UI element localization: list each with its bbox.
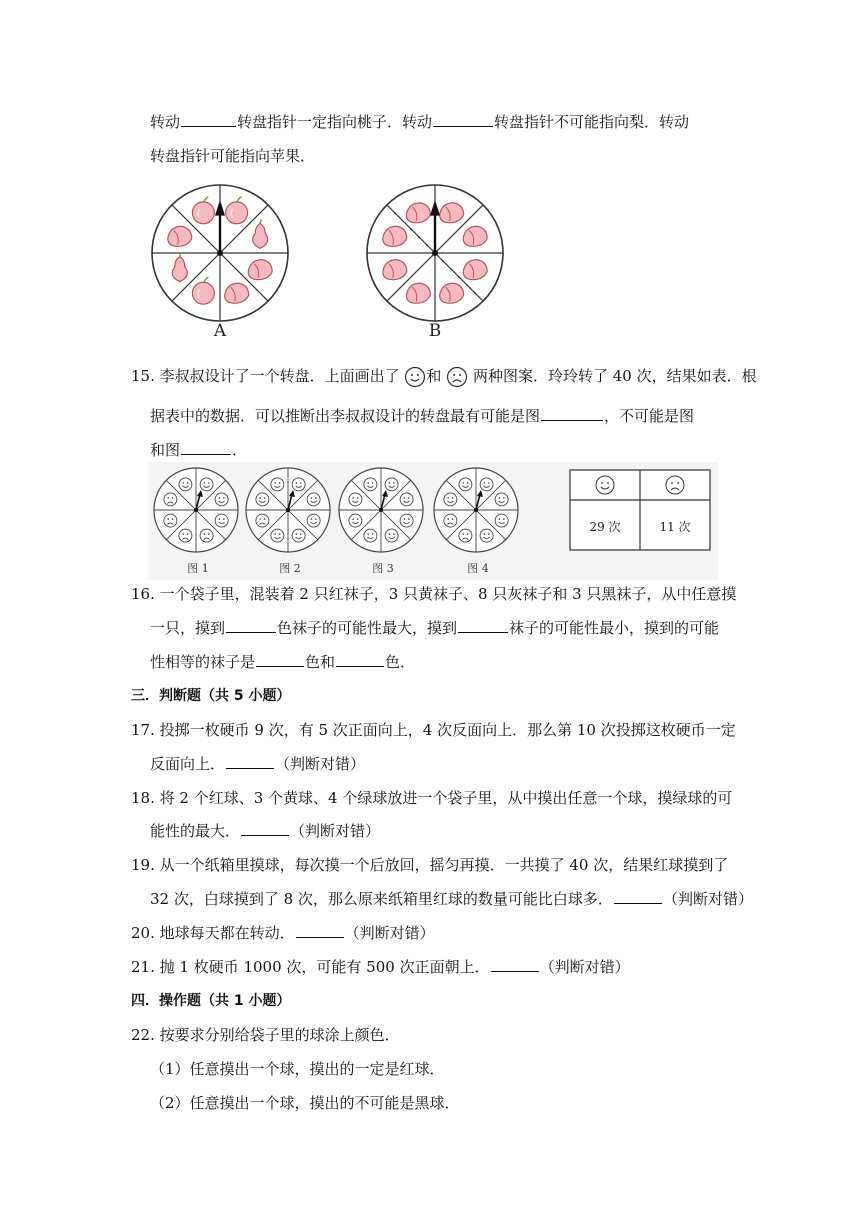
q14-line1	[150, 112, 689, 132]
q15-text-line3b: ．	[232, 441, 248, 459]
fig-label-2: 图 2	[279, 562, 301, 575]
q14-text-c: 转盘指针不可能指向梨．转动	[494, 113, 690, 131]
q15-text-b: 和	[426, 367, 442, 385]
smile-face-icon	[307, 493, 320, 506]
q18-text-line2a: 能性的最大．	[150, 822, 241, 840]
smile-face-icon	[400, 514, 413, 527]
q16-text-line3c: 色．	[385, 653, 416, 671]
q17-text-line2b: （判断对错）	[275, 755, 366, 773]
sad-face-icon	[444, 514, 457, 527]
q15-line1	[131, 366, 757, 388]
smile-face-icon	[364, 529, 377, 542]
result-table	[570, 470, 710, 550]
q21-text-b: （判断对错）	[539, 958, 630, 976]
q19-text-line1: 19. 从一个纸箱里摸球，每次摸一个后放回，摇匀再摸．一共摸了 40 次，结果红球摸到了	[131, 856, 729, 874]
spinner-figures-ab	[150, 178, 550, 348]
q16-text-line3b: 色和	[305, 653, 336, 671]
smile-face-icon	[385, 529, 398, 542]
answer-blank[interactable]	[336, 652, 384, 667]
smile-face-icon	[495, 514, 508, 527]
face-spinners-figure	[148, 462, 718, 580]
q14-line2	[150, 146, 315, 166]
q15-line3	[150, 440, 247, 460]
sad-face-icon	[446, 366, 468, 388]
section-4-heading: 四．操作题（共 1 小题）	[131, 993, 291, 1009]
answer-blank[interactable]	[241, 821, 289, 836]
spinner-a-label: A	[213, 321, 227, 341]
smile-face-icon	[271, 529, 284, 542]
q19-text-line2b: （判断对错）	[662, 890, 753, 908]
sad-face-icon	[200, 529, 213, 542]
q18-line1	[131, 788, 732, 808]
smile-face-icon	[480, 529, 493, 542]
face-spinner-3	[339, 468, 423, 552]
q16-line3	[150, 652, 415, 672]
q15-text-line2a: 据表中的数据．可以推断出李叔叔设计的转盘最有可能是图	[150, 407, 541, 425]
answer-blank[interactable]	[181, 440, 231, 455]
sad-face-icon	[179, 529, 192, 542]
q22-text-sub2: （2）任意摸出一个球，摸出的不可能是黑球．	[150, 1094, 460, 1112]
q22-sub2	[150, 1093, 460, 1113]
q17-text-line2a: 反面向上．	[150, 755, 226, 773]
q18-text-line1: 18. 将 2 个红球、3 个黄球、4 个绿球放进一个袋子里，从中摸出任意一个球，摸绿球的可	[131, 789, 733, 807]
smile-face-icon	[459, 478, 472, 491]
q18-line2	[150, 821, 380, 841]
q19-text-line2a: 32 次，白球摸到了 8 次，那么原来纸箱里红球的数量可能比白球多．	[150, 890, 613, 908]
table-value-smile: 29 次	[589, 520, 621, 534]
smile-face-icon	[292, 478, 305, 491]
q19-line1	[131, 855, 728, 875]
q16-text-line2b: 色袜子的可能性最大，摸到	[277, 619, 458, 637]
q15-text-line2b: ，不可能是图	[604, 407, 695, 425]
q17-line2	[150, 754, 365, 774]
smile-face-icon	[364, 478, 377, 491]
face-spinner-4	[434, 468, 518, 552]
section-3-heading: 三．判断题（共 5 小题）	[131, 688, 291, 704]
sad-face-icon	[164, 493, 177, 506]
q17-text-line1: 17. 投掷一枚硬币 9 次，有 5 次正面向上，4 次反面向上．那么第 10 次投掷这枚硬币一定	[131, 721, 736, 739]
q15-text-a: 15. 李叔叔设计了一个转盘．上面画出了	[131, 367, 400, 385]
answer-blank[interactable]	[256, 652, 304, 667]
smile-face-icon	[349, 493, 362, 506]
smile-face-icon	[404, 366, 426, 388]
q16-text-line2c: 袜子的可能性最小，摸到的可能	[509, 619, 720, 637]
spinner-b	[367, 185, 503, 321]
smile-face-icon	[179, 478, 192, 491]
smile-face-icon	[256, 493, 269, 506]
q14-text-line2: 转盘指针可能指向苹果．	[150, 147, 316, 165]
q20-line	[131, 923, 435, 943]
smile-face-icon	[444, 493, 457, 506]
answer-blank[interactable]	[226, 754, 274, 769]
face-spinner-1	[154, 468, 238, 552]
q22-text-sub1: （1）任意摸出一个球，摸出的一定是红球．	[150, 1060, 445, 1078]
q21-text-a: 21. 抛 1 枚硬币 1000 次，可能有 500 次正面朝上．	[131, 958, 490, 976]
q20-text-b: （判断对错）	[344, 924, 435, 942]
spinner-b-label: B	[428, 321, 442, 341]
q21-line	[131, 957, 630, 977]
q22-line1	[131, 1025, 400, 1045]
smile-face-icon	[400, 493, 413, 506]
fig-label-3: 图 3	[372, 562, 394, 575]
smile-face-icon	[215, 514, 228, 527]
q18-text-line2b: （判断对错）	[290, 822, 381, 840]
fig-label-1: 图 1	[187, 562, 209, 575]
q16-line2	[150, 618, 719, 638]
sad-face-icon	[459, 529, 472, 542]
smile-face-icon	[200, 478, 213, 491]
smile-face-icon	[271, 478, 284, 491]
q16-text-line2a: 一只，摸到	[150, 619, 226, 637]
smile-face-icon	[215, 493, 228, 506]
q20-text-a: 20. 地球每天都在转动．	[131, 924, 295, 942]
smile-face-icon	[495, 493, 508, 506]
q17-line1	[131, 720, 736, 740]
answer-blank[interactable]	[458, 618, 508, 633]
smile-face-icon	[307, 514, 320, 527]
q14-text-a: 转动	[150, 113, 181, 131]
table-value-sad: 11 次	[659, 520, 691, 534]
answer-blank[interactable]	[541, 406, 603, 421]
q19-line2	[150, 889, 753, 909]
q22-sub1	[150, 1059, 445, 1079]
answer-blank[interactable]	[181, 112, 236, 127]
spinner-a	[152, 185, 288, 321]
q16-text-line3a: 性相等的袜子是	[150, 653, 256, 671]
fig-label-4: 图 4	[467, 562, 489, 575]
answer-blank[interactable]	[226, 618, 276, 633]
sad-face-icon	[256, 514, 269, 527]
q16-text-line1: 16. 一个袋子里，混装着 2 只红袜子，3 只黄袜子、8 只灰袜子和 3 只黑袜子，从中任意摸	[131, 585, 737, 603]
q16-line1	[131, 584, 736, 604]
smile-face-icon	[349, 514, 362, 527]
answer-blank[interactable]	[614, 889, 662, 904]
q15-text-c: 两种图案．玲玲转了 40 次，结果如表．根	[472, 367, 757, 385]
smile-face-icon	[480, 478, 493, 491]
q15-line2	[150, 406, 694, 426]
smile-face-icon	[292, 529, 305, 542]
face-spinner-2	[246, 468, 330, 552]
smile-face-icon	[385, 478, 398, 491]
answer-blank[interactable]	[491, 957, 539, 972]
q22-text-line1: 22. 按要求分别给袋子里的球涂上颜色．	[131, 1026, 400, 1044]
q15-text-line3a: 和图	[150, 441, 181, 459]
answer-blank[interactable]	[296, 923, 344, 938]
sad-face-icon	[164, 514, 177, 527]
q14-text-b: 转盘指针一定指向桃子．转动	[237, 113, 433, 131]
answer-blank[interactable]	[433, 112, 493, 127]
